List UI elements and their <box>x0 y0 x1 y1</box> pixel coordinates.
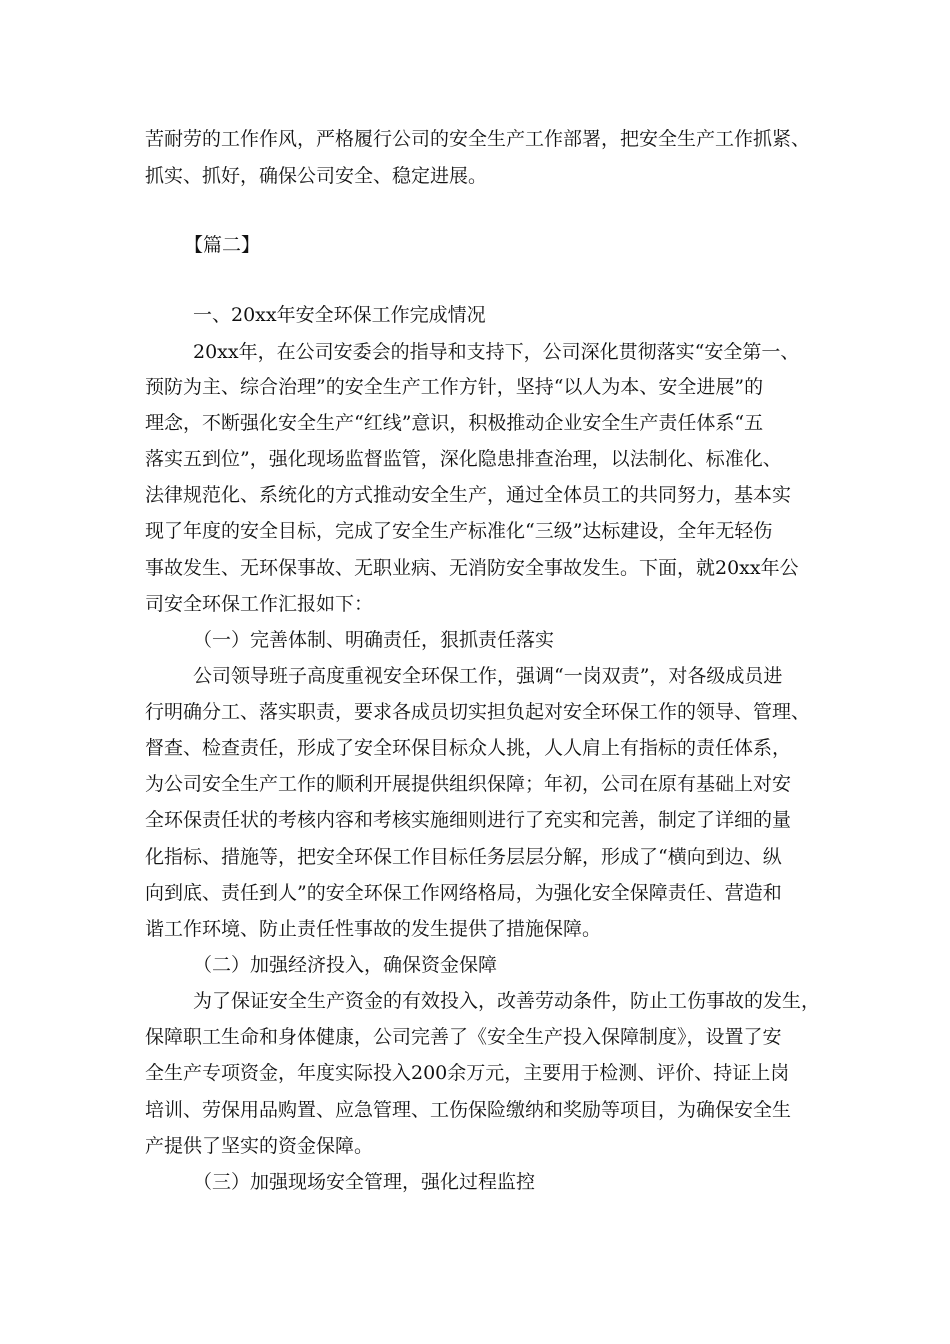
paragraph-line: 事故发生、无环保事故、无职业病、无消防安全事故发生。下面，就20xx年公 <box>145 557 799 579</box>
paragraph-line: 理念，不断强化安全生产“红线”意识，积极推动企业安全生产责任体系“五 <box>145 412 764 434</box>
paragraph-line: 产提供了坚实的资金保障。 <box>145 1135 374 1157</box>
subheading-1: （一）完善体制、明确责任，狠抓责任落实 <box>193 629 555 651</box>
paragraph-line: 全生产专项资金，年度实际投入200余万元，主要用于检测、评价、持证上岗 <box>145 1062 790 1084</box>
paragraph-line: 保障职工生命和身体健康，公司完善了《安全生产投入保障制度》，设置了安 <box>145 1026 782 1048</box>
intro-line: 苦耐劳的工作作风，严格履行公司的安全生产工作部署，把安全生产工作抓紧、 <box>145 128 811 150</box>
paragraph-line: 法律规范化、系统化的方式推动安全生产，通过全体员工的共同努力，基本实 <box>145 484 792 506</box>
paragraph-line: 督查、检查责任，形成了安全环保目标众人挑，人人肩上有指标的责任体系， <box>145 737 792 759</box>
intro-line: 抓实、抓好，确保公司安全、稳定进展。 <box>145 165 488 187</box>
paragraph-line: 培训、劳保用品购置、应急管理、工伤保险缴纳和奖励等项目，为确保安全生 <box>145 1099 792 1121</box>
paragraph-line: 20xx年，在公司安委会的指导和支持下，公司深化贯彻落实“安全第一、 <box>193 341 800 363</box>
section-title: 【篇二】 <box>184 234 261 256</box>
paragraph-line: 为公司安全生产工作的顺利开展提供组织保障；年初，公司在原有基础上对安 <box>145 773 792 795</box>
subheading-2: （二）加强经济投入，确保资金保障 <box>193 954 498 976</box>
paragraph-line: 行明确分工、落实职责，要求各成员切实担负起对安全环保工作的领导、管理、 <box>145 701 811 723</box>
paragraph-line: 司安全环保工作汇报如下： <box>145 593 374 615</box>
paragraph-line: 化指标、措施等，把安全环保工作目标任务层层分解，形成了“横向到边、纵 <box>145 846 782 868</box>
paragraph-line: 公司领导班子高度重视安全环保工作，强调“一岗双责”，对各级成员进 <box>193 665 783 687</box>
heading-1: 一、20xx年安全环保工作完成情况 <box>193 304 486 326</box>
paragraph-line: 预防为主、综合治理”的安全生产工作方针，坚持“以人为本、安全进展”的 <box>145 376 764 398</box>
subheading-3: （三）加强现场安全管理，强化过程监控 <box>193 1171 536 1193</box>
paragraph-line: 现了年度的安全目标，完成了安全生产标准化“三级”达标建设，全年无轻伤 <box>145 520 773 542</box>
paragraph-line: 落实五到位”，强化现场监督监管，深化隐患排查治理，以法制化、标准化、 <box>145 448 782 470</box>
paragraph-line: 谐工作环境、防止责任性事故的发生提供了措施保障。 <box>145 918 602 940</box>
paragraph-line: 向到底、责任到人”的安全环保工作网络格局，为强化安全保障责任、营造和 <box>145 882 782 904</box>
paragraph-line: 全环保责任状的考核内容和考核实施细则进行了充实和完善，制定了详细的量 <box>145 809 792 831</box>
paragraph-line: 为了保证安全生产资金的有效投入，改善劳动条件，防止工伤事故的发生， <box>193 990 821 1012</box>
